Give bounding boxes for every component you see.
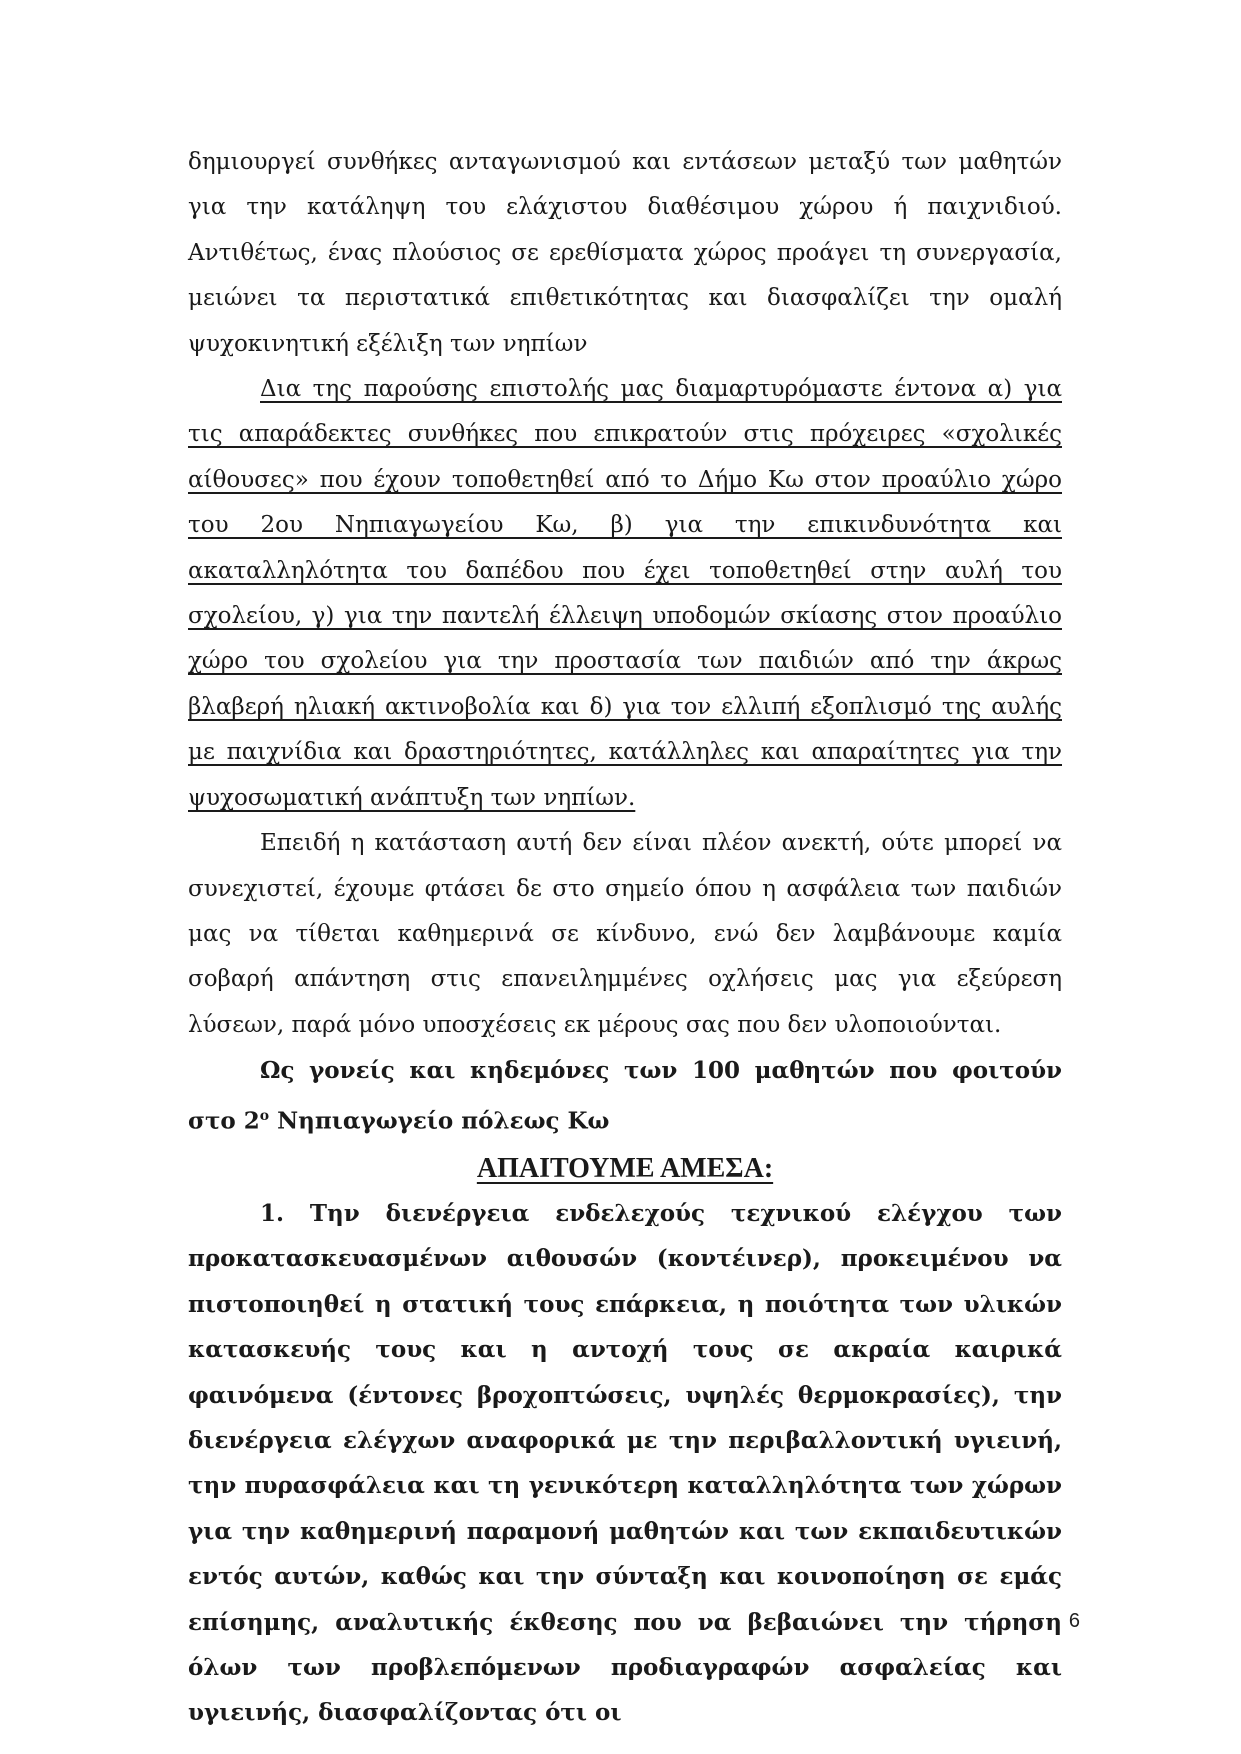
ordinal-superscript: ο <box>259 1107 270 1124</box>
letter-body <box>188 140 1062 1736</box>
demand-item-1: 1. Την διενέργεια ενδελεχούς τεχνικού ελέγχου των προκατασκευασμένων αιθουσών (κοντέινερ), προκειμένου να πιστοποιηθεί η στατική τους επάρκεια, η ποιότητα των υλικών κατασκευής τους και η αντοχή τους σε ακραία καιρικά φαινόμενα (έντονες βροχοπτώσεις, υψηλές θερμοκρασίες), την διενέργεια ελέγχων αναφορικά με την περιβαλλοντική υγιεινή, την πυρασφάλεια και τη γενικότερη καταλληλότητα των χώρων για την καθημερινή παραμονή μαθητών και των εκπαιδευτικών εντός αυτών, καθώς και την σύνταξη και κοινοποίηση σε εμάς επίσημης, αναλυτικής έκθεσης που να βεβαιώνει την τήρηση όλων των προβλεπόμενων προδιαγραφών ασφαλείας και υγιεινής, διασφαλίζοντας ότι οι <box>188 1200 1062 1727</box>
parents-text-end: Νηπιαγωγείο πόλεως Κω <box>269 1107 610 1135</box>
paragraph-continuation: δημιουργεί συνθήκες ανταγωνισμού και εντάσεων μεταξύ των μαθητών για την κατάληψη του ελάχιστου διαθέσιμου χώρου ή παιχνιδιού. Αντιθέτως, ένας πλούσιος σε ερεθίσματα χώρος προάγει τη συνεργασία, μειώνει τα περιστατικά επιθετικότητας και διασφαλίζει την ομαλή ψυχοκινητική εξέλιξη των νηπίων <box>188 149 1062 357</box>
situation-paragraph: Επειδή η κατάσταση αυτή δεν είναι πλέον ανεκτή, ούτε μπορεί να συνεχιστεί, έχουμε φτάσει δε στο σημείο όπου η ασφάλεια των παιδιών μας να τίθεται καθημερινά σε κίνδυνο, ενώ δεν λαμβάνουμε καμία σοβαρή απάντηση στις επανειλημμένες οχλήσεις μας για εξεύρεση λύσεων, παρά μόνο υποσχέσεις εκ μέρους σας που δεν υλοποιούνται. <box>188 830 1062 1038</box>
parents-text: Ως γονείς και κηδεμόνες των 100 μαθητών που φοιτούν στο 2 <box>188 1057 1062 1135</box>
page-number: 6 <box>1068 1610 1080 1632</box>
demands-heading: ΑΠΑΙΤΟΥΜΕ ΑΜΕΣΑ: <box>476 1152 774 1184</box>
protest-paragraph: Δια της παρούσης επιστολής μας διαμαρτυρόμαστε έντονα α) για τις απαράδεκτες συνθήκες που επικρατούν στις πρόχειρες «σχολικές αίθουσες» που έχουν τοποθετηθεί από το Δήμο Κω στον προαύλιο χώρο του 2ου Νηπιαγωγείου Κω, β) για την επικινδυνότητα και ακαταλληλότητα του δαπέδου που έχει τοποθετηθεί στην αυλή του σχολείου, γ) για την παντελή έλλειψη υποδομών σκίασης στον προαύλιο χώρο του σχολείου για την προστασία των παιδιών από την άκρως βλαβερή ηλιακή ακτινοβολία και δ) για τον ελλιπή εξοπλισμό της αυλής με παιχνίδια και δραστηριότητες, κατάλληλες και απαραίτητες για την ψυχοσωματική ανάπτυξη των νηπίων. <box>188 376 1062 811</box>
parents-paragraph <box>188 1048 1062 1143</box>
